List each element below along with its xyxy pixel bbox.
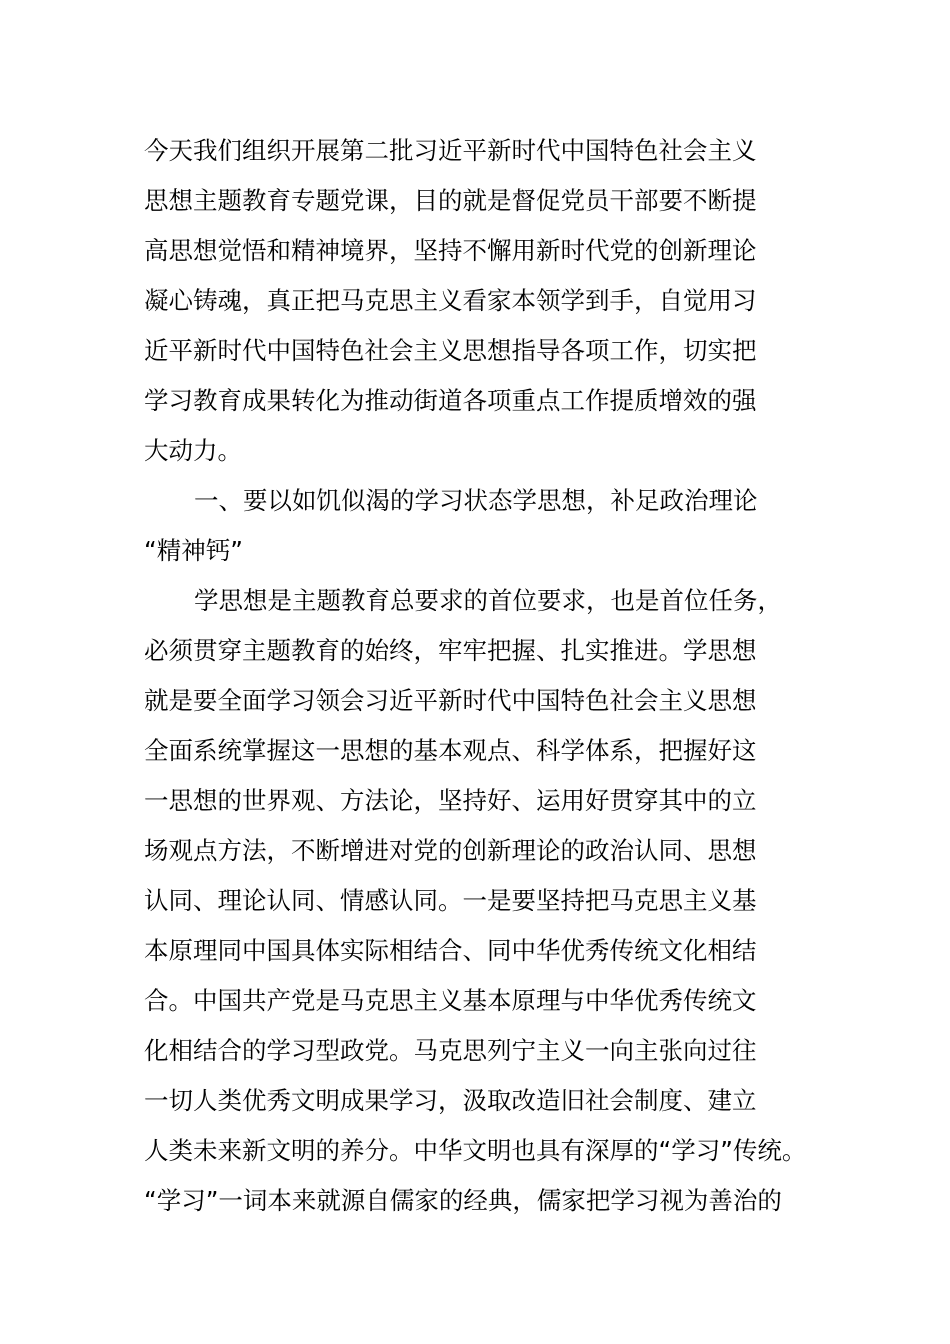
paragraph-line: 大动力。 xyxy=(144,436,242,465)
paragraph-line: 近平新时代中国特色社会主义思想指导各项工作，切实把 xyxy=(144,336,757,365)
paragraph-line: 人类未来新文明的养分。中华文明也具有深厚的“学习”传统。 xyxy=(144,1136,807,1165)
paragraph-line: 一切人类优秀文明成果学习，汲取改造旧社会制度、建立 xyxy=(144,1086,757,1115)
paragraph-line: 化相结合的学习型政党。马克思列宁主义一向主张向过往 xyxy=(144,1036,757,1065)
paragraph-line: 今天我们组织开展第二批习近平新时代中国特色社会主义 xyxy=(144,136,757,165)
paragraph-line: 认同、理论认同、情感认同。一是要坚持把马克思主义基 xyxy=(144,886,757,915)
paragraph-line: 思想主题教育专题党课，目的就是督促党员干部要不断提 xyxy=(144,186,757,215)
paragraph-line: 就是要全面学习领会习近平新时代中国特色社会主义思想 xyxy=(144,686,757,715)
paragraph-line: 合。中国共产党是马克思主义基本原理与中华优秀传统文 xyxy=(144,986,757,1015)
paragraph-line: “学习”一词本来就源自儒家的经典，儒家把学习视为善治的 xyxy=(144,1186,782,1215)
paragraph-line: 场观点方法，不断增进对党的创新理论的政治认同、思想 xyxy=(144,836,757,865)
paragraph-line: 学习教育成果转化为推动街道各项重点工作提质增效的强 xyxy=(144,386,757,415)
paragraph-line: 本原理同中国具体实际相结合、同中华优秀传统文化相结 xyxy=(144,936,757,965)
document-body xyxy=(144,126,844,1226)
paragraph-line: 高思想觉悟和精神境界，坚持不懈用新时代党的创新理论 xyxy=(144,236,757,265)
section-heading-line: 一、要以如饥似渴的学习状态学思想，补足政治理论 xyxy=(194,486,758,515)
paragraph-line: 全面系统掌握这一思想的基本观点、科学体系，把握好这 xyxy=(144,736,757,765)
paragraph-line: 必须贯穿主题教育的始终，牢牢把握、扎实推进。学思想 xyxy=(144,636,757,665)
paragraph-line: 凝心铸魂，真正把马克思主义看家本领学到手，自觉用习 xyxy=(144,286,757,315)
section-heading-line: “精神钙” xyxy=(144,536,243,565)
paragraph-line: 一思想的世界观、方法论，坚持好、运用好贯穿其中的立 xyxy=(144,786,757,815)
paragraph-line: 学思想是主题教育总要求的首位要求，也是首位任务， xyxy=(194,586,782,615)
